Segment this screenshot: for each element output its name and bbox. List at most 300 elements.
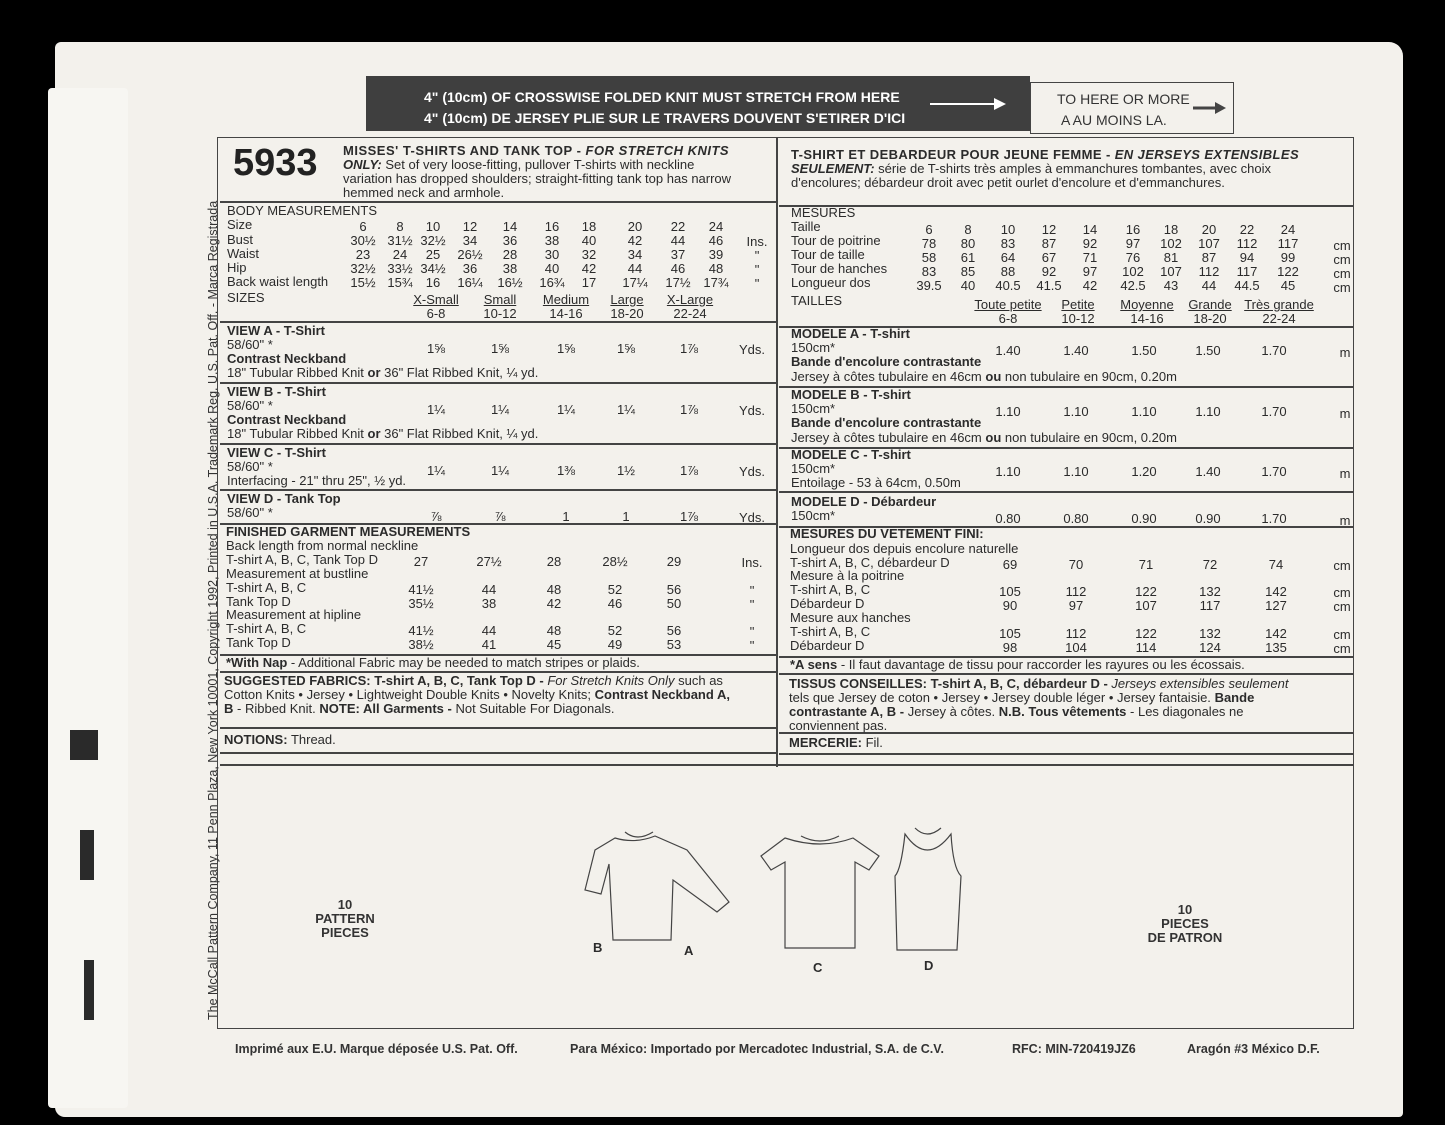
measure-value: 83 <box>1000 236 1016 251</box>
finished-value: 124 <box>1199 640 1221 655</box>
size-value: 6 <box>925 222 933 237</box>
suggested-fabrics-fr-4: conviennent pas. <box>789 718 888 733</box>
unit: cm <box>1333 641 1351 656</box>
size-value: 8 <box>964 222 972 237</box>
unit: Yds. <box>738 403 765 418</box>
measure-value: 16 <box>425 275 441 290</box>
yardage-value: 1.10 <box>1195 404 1221 419</box>
unit: " <box>749 597 755 612</box>
stretch-gauge-end-fr: A AU MOINS LA. <box>1061 112 1167 128</box>
yardage-value: 1⅜ <box>556 463 576 478</box>
size-group-range: 18-20 <box>610 306 644 321</box>
finished-value: 29 <box>666 554 682 569</box>
size-value: 22 <box>1239 222 1255 237</box>
unit: m <box>1339 406 1351 421</box>
finished-value: 70 <box>1068 557 1084 572</box>
yardage-value: 1¼ <box>556 402 576 417</box>
measure-value: 16½ <box>497 275 523 290</box>
description-en-2: variation has dropped shoulders; straight-fitting tank top has narrow <box>343 171 732 186</box>
size-group-range: 14-16 <box>1130 311 1164 326</box>
size-value: 14 <box>502 219 518 234</box>
size-value: 12 <box>1041 222 1057 237</box>
measure-value: 44.5 <box>1234 278 1260 293</box>
title-fr: T-SHIRT ET DEBARDEUR POUR JEUNE FEMME - EN JERSEYS EXTENSIBLES <box>791 147 1300 162</box>
barcode-fragment <box>84 960 94 1020</box>
view-note: 18" Tubular Ribbed Knit or 36" Flat Ribbed Knit, ¼ yd. <box>227 365 539 380</box>
measure-value: 85 <box>960 264 976 279</box>
yardage-value: 0.80 <box>1063 511 1089 526</box>
measure-value: 30½ <box>350 233 376 248</box>
measure-value: 117 <box>1236 264 1258 279</box>
measure-label: Tour de taille <box>791 247 865 262</box>
finished-label: T-shirt A, B, C <box>226 621 307 636</box>
yardage-value: ⅞ <box>430 509 442 524</box>
yardage-value: 1⅞ <box>679 402 699 417</box>
measure-value: 67 <box>1041 250 1057 265</box>
size-value: 10 <box>1000 222 1016 237</box>
finished-value: 42 <box>546 596 562 611</box>
size-value: 22 <box>670 219 686 234</box>
size-value: 20 <box>627 219 643 234</box>
measure-value: 41.5 <box>1036 278 1062 293</box>
measure-value: 25 <box>425 247 441 262</box>
yardage-value: 1.50 <box>1195 343 1221 358</box>
measure-value: 107 <box>1160 264 1182 279</box>
finished-value: 105 <box>999 584 1021 599</box>
measure-value: 32½ <box>420 233 446 248</box>
finished-value: 41½ <box>408 623 434 638</box>
finished-value: 105 <box>999 626 1021 641</box>
view-subtitle: Bande d'encolure contrastante <box>791 354 982 369</box>
arrow-right-icon <box>928 96 1008 112</box>
unit: cm <box>1333 280 1351 295</box>
measure-value: 87 <box>1041 236 1057 251</box>
unit: " <box>754 262 760 277</box>
finished-value: 104 <box>1065 640 1087 655</box>
finished-value: 114 <box>1135 640 1157 655</box>
unit: m <box>1339 466 1351 481</box>
sketch-label-b: B <box>593 940 603 955</box>
tailles-label: TAILLES <box>791 293 843 308</box>
finished-sub: Back length from normal neckline <box>226 538 419 553</box>
size-value: 10 <box>425 219 441 234</box>
view-title: VIEW C - T-Shirt <box>227 445 326 460</box>
price-stub-mark <box>80 830 94 880</box>
size-value: 6 <box>359 219 367 234</box>
sizes-label: SIZES <box>227 290 265 305</box>
finished-value: 142 <box>1265 584 1287 599</box>
measure-value: 102 <box>1160 236 1182 251</box>
measure-value: 88 <box>1000 264 1016 279</box>
footer-address: Aragón #3 México D.F. <box>1187 1042 1320 1056</box>
pattern-number: 5933 <box>233 142 318 184</box>
size-value: 24 <box>1280 222 1296 237</box>
finished-value: 28 <box>546 554 562 569</box>
arrow-right-icon <box>1191 101 1227 115</box>
yardage-value: 1.70 <box>1261 511 1287 526</box>
suggested-fabrics-fr: TISSUS CONSEILLES: T-shirt A, B, C, débardeur D - Jerseys extensibles seulement <box>789 676 1289 691</box>
size-group-name: Très grande <box>1244 297 1314 312</box>
unit: cm <box>1333 585 1351 600</box>
unit: m <box>1339 513 1351 528</box>
pattern-pieces-en: 10 PATTERN PIECES <box>315 897 375 940</box>
sketch-view-d <box>895 828 961 950</box>
sketch-label-d: D <box>924 958 934 973</box>
finished-value: 112 <box>1065 584 1087 599</box>
measure-value: 36 <box>462 261 478 276</box>
stretch-gauge-end-en: TO HERE OR MORE <box>1057 91 1190 107</box>
unit: " <box>754 276 760 291</box>
finished-value: 50 <box>666 596 682 611</box>
measure-value: 42 <box>1082 278 1098 293</box>
finished-value: 74 <box>1268 557 1284 572</box>
view-title: MODELE D - Débardeur <box>791 494 937 509</box>
finished-value: 122 <box>1135 584 1157 599</box>
measure-value: 24 <box>392 247 408 262</box>
measure-label: Waist <box>227 246 260 261</box>
description-en-3: hemmed neck and armhole. <box>343 185 505 200</box>
measure-value: 92 <box>1082 236 1098 251</box>
view-fabric: 150cm* <box>791 508 836 523</box>
size-group-name: Small <box>483 292 517 307</box>
finished-value: 45 <box>546 637 562 652</box>
yardage-value: 1.70 <box>1261 404 1287 419</box>
finished-value: 48 <box>546 623 562 638</box>
measure-label: Back waist length <box>227 274 329 289</box>
measure-value: 42.5 <box>1120 278 1146 293</box>
measure-value: 102 <box>1122 264 1144 279</box>
yardage-value: 1.70 <box>1261 343 1287 358</box>
unit: cm <box>1333 252 1351 267</box>
unit: Yds. <box>738 510 765 525</box>
envelope-flap <box>48 88 128 1108</box>
finished-value: 41 <box>481 637 497 652</box>
yardage-value: 1⅞ <box>679 509 699 524</box>
measure-value: 30 <box>544 247 560 262</box>
stretch-gauge-line-fr: 4" (10cm) DE JERSEY PLIE SUR LE TRAVERS DOUVENT S'ETIRER D'ICI <box>424 110 906 126</box>
column-divider <box>776 137 778 767</box>
suggested-fabrics-en-2: Cotton Knits • Jersey • Lightweight Double Knits • Novelty Knits; Contrast Neckband A, <box>224 687 730 702</box>
measure-value: 31½ <box>387 233 413 248</box>
yardage-value: 1.10 <box>995 404 1021 419</box>
copyright-vertical-text: The McCall Pattern Company, 11 Penn Plaza, New York 10001, Copyright 1992, Printed in U.S.A. Trademark Reg. U.S. Pat. Off. - Marca Registrada <box>206 200 220 1020</box>
measure-value: 39.5 <box>916 278 942 293</box>
stretch-gauge-banner <box>366 76 1030 131</box>
view-title: MODELE A - T-shirt <box>791 326 910 341</box>
measure-label: Hip <box>227 260 247 275</box>
yardage-value: 1¼ <box>426 463 446 478</box>
unit: cm <box>1333 599 1351 614</box>
finished-value: 142 <box>1265 626 1287 641</box>
view-subtitle: Contrast Neckband <box>227 351 347 366</box>
size-group-name: X-Large <box>666 292 714 307</box>
finished-value: 72 <box>1202 557 1218 572</box>
size-group-name: Toute petite <box>974 297 1042 312</box>
unit: " <box>749 624 755 639</box>
yardage-value: 1 <box>562 509 570 524</box>
yardage-value: 1⅝ <box>556 341 576 356</box>
finished-label: Tank Top D <box>226 635 291 650</box>
measure-value: 99 <box>1280 250 1296 265</box>
measure-value: 107 <box>1198 236 1220 251</box>
view-fabric: 150cm* <box>791 461 836 476</box>
view-note: 18" Tubular Ribbed Knit or 36" Flat Ribbed Knit, ¼ yd. <box>227 426 539 441</box>
finished-label: T-shirt A, B, C, Tank Top D <box>226 552 378 567</box>
finished-sub: Measurement at bustline <box>226 566 369 581</box>
measure-value: 97 <box>1125 236 1141 251</box>
measure-value: 44 <box>1201 278 1217 293</box>
measure-value: 87 <box>1201 250 1217 265</box>
size-value: 12 <box>462 219 478 234</box>
yardage-value: 1.10 <box>995 464 1021 479</box>
finished-value: 27½ <box>476 554 502 569</box>
view-fabric: 58/60" * <box>227 398 273 413</box>
measure-value: 42 <box>627 233 643 248</box>
yardage-value: 1.40 <box>1195 464 1221 479</box>
finished-value: 38 <box>481 596 497 611</box>
unit: cm <box>1333 238 1351 253</box>
finished-value: 49 <box>607 637 623 652</box>
finished-value: 122 <box>1135 626 1157 641</box>
measure-value: 71 <box>1082 250 1098 265</box>
measure-value: 64 <box>1000 250 1016 265</box>
view-note: Entoilage - 53 à 64cm, 0.50m <box>791 475 961 490</box>
sketch-label-c: C <box>813 960 823 975</box>
measure-value: 46 <box>708 233 724 248</box>
finished-value: 117 <box>1199 598 1221 613</box>
finished-value: 46 <box>607 596 623 611</box>
yardage-value: 1.20 <box>1131 464 1157 479</box>
suggested-fabrics-en-3: B - Ribbed Knit. NOTE: All Garments - Not Suitable For Diagonals. <box>224 701 615 716</box>
yardage-value: 1¼ <box>616 402 636 417</box>
yardage-value: 0.90 <box>1131 511 1157 526</box>
unit: m <box>1339 345 1351 360</box>
mesures-heading: MESURES <box>791 205 856 220</box>
size-value: 16 <box>544 219 560 234</box>
view-note: Jersey à côtes tubulaire en 46cm ou non tubulaire en 90cm, 0.20m <box>791 430 1177 445</box>
suggested-fabrics-en: SUGGESTED FABRICS: T-shirt A, B, C, Tank Top D - For Stretch Knits Only such as <box>224 673 723 688</box>
measure-value: 37 <box>670 247 686 262</box>
view-fabric: 150cm* <box>791 401 836 416</box>
view-note: Jersey à côtes tubulaire en 46cm ou non tubulaire en 90cm, 0.20m <box>791 369 1177 384</box>
measure-value: 117 <box>1277 236 1299 251</box>
view-title: VIEW B - T-Shirt <box>227 384 326 399</box>
yardage-value: 1.40 <box>1063 343 1089 358</box>
finished-sub: Measurement at hipline <box>226 607 362 622</box>
size-group-range: 6-8 <box>998 311 1018 326</box>
yardage-value: 1.70 <box>1261 464 1287 479</box>
measure-value: 15¾ <box>387 275 413 290</box>
size-group-name: Grande <box>1188 297 1232 312</box>
size-group-name: Large <box>610 292 644 307</box>
measure-value: 40 <box>544 261 560 276</box>
size-value: 16 <box>1125 222 1141 237</box>
footer-mexico: Para México: Importado por Mercadotec Industrial, S.A. de C.V. <box>570 1042 944 1056</box>
measure-value: 48 <box>708 261 724 276</box>
unit: " <box>754 248 760 263</box>
unit: cm <box>1333 266 1351 281</box>
view-subtitle: Bande d'encolure contrastante <box>791 415 982 430</box>
measure-value: 83 <box>921 264 937 279</box>
measure-value: 17 <box>581 275 597 290</box>
measure-value: 16¼ <box>457 275 483 290</box>
finished-value: 90 <box>1002 598 1018 613</box>
yardage-value: 0.90 <box>1195 511 1221 526</box>
yardage-value: 1¼ <box>490 463 510 478</box>
finished-value: 132 <box>1199 626 1221 641</box>
measure-value: 94 <box>1239 250 1255 265</box>
pattern-pieces-fr: 10 PIECES DE PATRON <box>1147 902 1223 945</box>
nap-note-en: *With Nap - Additional Fabric may be needed to match stripes or plaids. <box>226 655 640 670</box>
finished-value: 69 <box>1002 557 1018 572</box>
finished-value: 35½ <box>408 596 434 611</box>
finished-value: 71 <box>1138 557 1154 572</box>
finished-label: T-shirt A, B, C <box>226 580 307 595</box>
finished-value: 127 <box>1265 598 1287 613</box>
measure-value: 34 <box>462 233 478 248</box>
measure-value: 38 <box>544 233 560 248</box>
yardage-value: 0.80 <box>995 511 1021 526</box>
yardage-value: 1.40 <box>995 343 1021 358</box>
finished-label: Débardeur D <box>790 596 865 611</box>
finished-sub: Mesure à la poitrine <box>790 568 905 583</box>
finished-value: 41½ <box>408 582 434 597</box>
measure-value: 26½ <box>457 247 483 262</box>
unit: cm <box>1333 558 1351 573</box>
measure-value: 39 <box>708 247 724 262</box>
view-title: MODELE B - T-shirt <box>791 387 911 402</box>
yardage-value: 1.10 <box>1131 404 1157 419</box>
view-fabric: 58/60" * <box>227 459 273 474</box>
notions-fr: MERCERIE: Fil. <box>789 735 883 750</box>
size-group-range: 6-8 <box>426 306 446 321</box>
unit: Yds. <box>738 464 765 479</box>
measure-value: 58 <box>921 250 937 265</box>
size-group-name: Medium <box>542 292 590 307</box>
measure-value: 92 <box>1041 264 1057 279</box>
finished-label: T-shirt A, B, C, débardeur D <box>790 555 950 570</box>
measure-value: 45 <box>1280 278 1296 293</box>
measure-value: 28 <box>502 247 518 262</box>
view-fabric: 58/60" * <box>227 505 273 520</box>
view-title: VIEW A - T-Shirt <box>227 323 325 338</box>
measure-value: 80 <box>960 236 976 251</box>
measure-value: 38 <box>502 261 518 276</box>
size-value: 8 <box>396 219 404 234</box>
finished-label: Débardeur D <box>790 638 865 653</box>
measure-value: 32½ <box>350 261 376 276</box>
description-fr-2: d'encolures; débardeur droit avec petit ourlet d'encolure et d'emmanchures. <box>791 175 1225 190</box>
measure-value: 17¾ <box>703 275 729 290</box>
yardage-value: 1½ <box>616 463 636 478</box>
finished-value: 112 <box>1065 626 1087 641</box>
measure-value: 97 <box>1082 264 1098 279</box>
measure-label: Bust <box>227 232 254 247</box>
measure-value: 40 <box>960 278 976 293</box>
measure-value: 42 <box>581 261 597 276</box>
size-value: 18 <box>1163 222 1179 237</box>
finished-value: 98 <box>1002 640 1018 655</box>
stretch-gauge-line-en: 4" (10cm) OF CROSSWISE FOLDED KNIT MUST STRETCH FROM HERE <box>424 89 900 105</box>
finished-value: 44 <box>481 623 497 638</box>
notions-en: NOTIONS: Thread. <box>224 732 336 747</box>
yardage-value: 1⅝ <box>426 341 446 356</box>
finished-heading: MESURES DU VETEMENT FINI: <box>790 526 984 541</box>
sketch-view-c <box>761 836 879 948</box>
measure-value: 43 <box>1163 278 1179 293</box>
yardage-value: 1.50 <box>1131 343 1157 358</box>
finished-value: 53 <box>666 637 682 652</box>
measure-value: 40.5 <box>995 278 1021 293</box>
measure-value: 17½ <box>665 275 691 290</box>
measure-value: 15½ <box>350 275 376 290</box>
finished-value: 28½ <box>602 554 628 569</box>
finished-heading: FINISHED GARMENT MEASUREMENTS <box>226 524 471 539</box>
finished-value: 38½ <box>408 637 434 652</box>
yardage-value: 1⅞ <box>679 341 699 356</box>
size-group-range: 22-24 <box>673 306 707 321</box>
yardage-value: 1.10 <box>1063 404 1089 419</box>
yardage-value: 1.10 <box>1063 464 1089 479</box>
footer-rfc: RFC: MIN-720419JZ6 <box>1012 1042 1136 1056</box>
size-group-range: 18-20 <box>1193 311 1227 326</box>
measure-label: Tour de poitrine <box>791 233 881 248</box>
taille-label: Taille <box>791 219 821 234</box>
yardage-value: 1⅞ <box>679 463 699 478</box>
measure-value: 23 <box>355 247 371 262</box>
unit: Ins. <box>746 234 768 249</box>
finished-label: Tank Top D <box>226 594 291 609</box>
unit: " <box>749 583 755 598</box>
size-group-range: 22-24 <box>1262 311 1296 326</box>
size-value: 24 <box>708 219 724 234</box>
measure-value: 32 <box>581 247 597 262</box>
suggested-fabrics-fr-2: tels que Jersey de coton • Jersey • Jersey double léger • Jersey fantaisie. Bande <box>789 690 1255 705</box>
measure-value: 33½ <box>387 261 413 276</box>
size-value: 18 <box>581 219 597 234</box>
title-en: MISSES' T-SHIRTS AND TANK TOP - FOR STRETCH KNITS <box>343 143 730 158</box>
measure-value: 46 <box>670 261 686 276</box>
yardage-value: 1¼ <box>426 402 446 417</box>
finished-value: 52 <box>607 623 623 638</box>
measure-value: 40 <box>581 233 597 248</box>
view-note: Interfacing - 21" thru 25", ½ yd. <box>227 473 407 488</box>
unit: cm <box>1333 627 1351 642</box>
size-value: 14 <box>1082 222 1098 237</box>
measure-value: 44 <box>670 233 686 248</box>
finished-label: T-shirt A, B, C <box>790 582 871 597</box>
finished-value: 48 <box>546 582 562 597</box>
size-group-range: 10-12 <box>1061 311 1095 326</box>
measure-value: 34 <box>627 247 643 262</box>
size-group-name: Moyenne <box>1120 297 1174 312</box>
measure-label: Longueur dos <box>791 275 871 290</box>
stretch-gauge-end <box>1030 82 1234 134</box>
finished-sub: Mesure aux hanches <box>790 610 911 625</box>
unit: Ins. <box>741 555 763 570</box>
measure-value: 81 <box>1163 250 1179 265</box>
measure-value: 61 <box>960 250 976 265</box>
finished-value: 132 <box>1199 584 1221 599</box>
measure-value: 112 <box>1198 264 1220 279</box>
yardage-value: 1⅝ <box>616 341 636 356</box>
measure-value: 44 <box>627 261 643 276</box>
size-group-name: X-Small <box>413 292 459 307</box>
measure-value: 112 <box>1236 236 1258 251</box>
measure-value: 122 <box>1277 264 1299 279</box>
finished-value: 56 <box>666 623 682 638</box>
measure-value: 36 <box>502 233 518 248</box>
